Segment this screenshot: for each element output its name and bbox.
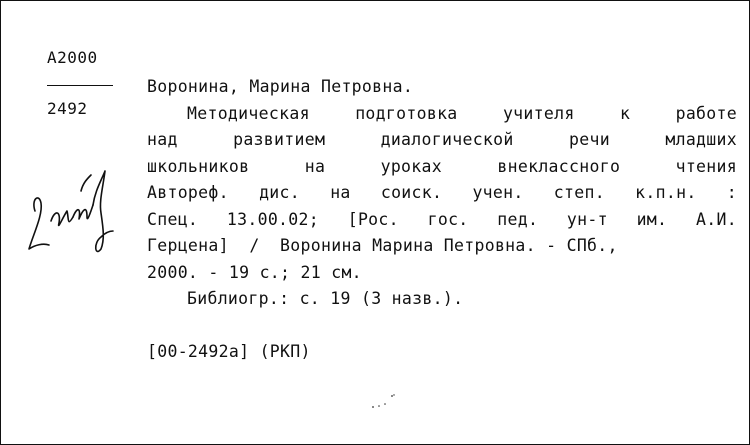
description-word: диалогической [380, 130, 514, 149]
author-heading: Воронина, Марина Петровна. [147, 77, 414, 96]
description-line [147, 180, 737, 207]
description-word: уроках [380, 156, 442, 176]
description-word: младших [665, 130, 737, 149]
call-number-top: A2000 [47, 48, 98, 67]
description-word: [Рос. [347, 209, 399, 229]
description-line [147, 154, 737, 181]
description-word: ун-т [566, 209, 608, 229]
control-number: [00-2492а] (РКП) [147, 342, 311, 361]
description-word: Автореф. [147, 183, 229, 202]
description-word: Спец. [147, 209, 199, 229]
description-line [147, 127, 737, 154]
handwritten-signature [21, 161, 121, 271]
description-word: учен. [472, 183, 524, 202]
description-word: к.п.н. [635, 183, 697, 202]
call-number-bottom: 2492 [47, 99, 88, 118]
scan-specks [361, 389, 401, 413]
description-word: гос. [427, 209, 469, 229]
description-word: речи [569, 130, 610, 149]
physical-description: 2000. - 19 с.; 21 см. [147, 262, 362, 282]
description-word: соиск. [380, 183, 443, 202]
description-word: подготовка [355, 103, 458, 123]
description-word: развитием [233, 130, 326, 149]
description-line: Герцена] / Воронина Марина Петровна. - СПб., [147, 236, 618, 255]
description-word: Методическая [187, 103, 310, 123]
bibliography-note: Библиогр.: с. 19 (3 назв.). [187, 289, 464, 308]
call-number-divider [47, 85, 113, 86]
catalog-entry [147, 74, 737, 366]
description-word: 13.00.02; [226, 209, 319, 229]
description-word: : [726, 183, 737, 202]
description-word: дис. [259, 183, 300, 202]
description-word: чтения [675, 156, 737, 176]
description-word: на [330, 183, 351, 202]
description-word: работе [675, 103, 737, 123]
blank-line [147, 313, 737, 340]
description-word: им. [636, 209, 668, 229]
description-word: над [147, 130, 178, 149]
description-word: школьников [147, 156, 250, 176]
description-word: учителя [502, 103, 575, 123]
description-line [147, 207, 737, 234]
description-word: на [304, 156, 326, 176]
description-word: степ. [553, 183, 605, 202]
description-word: А.И. [696, 209, 737, 229]
description-line [147, 101, 737, 128]
description-word: внеклассного [497, 156, 621, 176]
description-word: пед. [497, 209, 539, 229]
description-word: к [619, 103, 631, 123]
